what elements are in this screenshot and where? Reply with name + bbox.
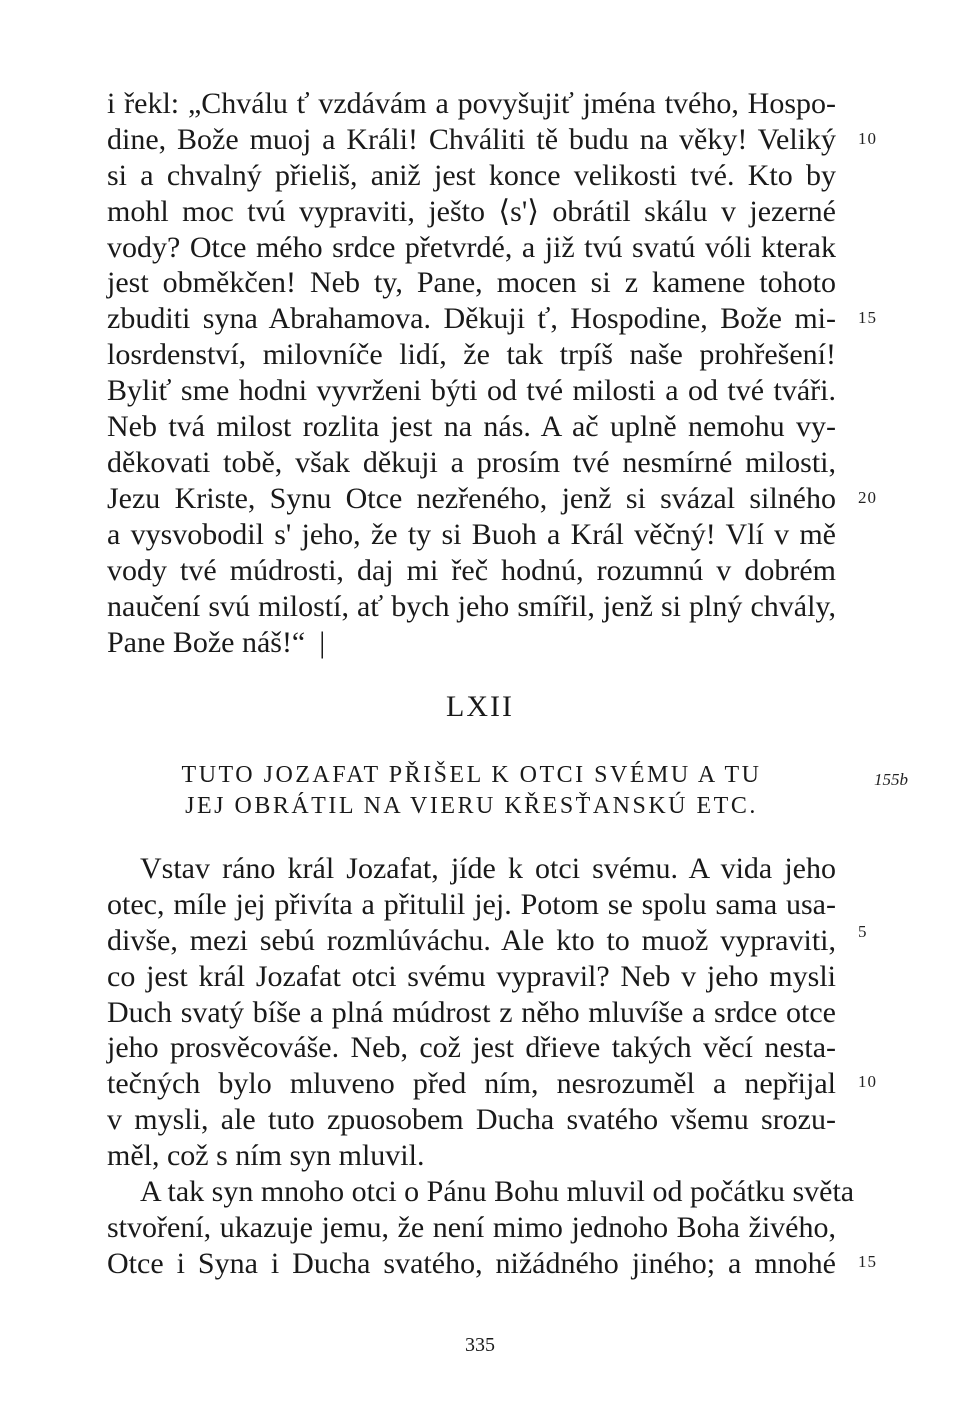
chapter-heading-line: TUTO JOZAFAT PŘIŠEL K OTCI SVÉMU A TU	[181, 762, 762, 788]
line-number: 20	[858, 488, 877, 507]
text-line: divše, mezi sebú rozmlúváchu. Ale kto to muož vypraviti,	[107, 924, 836, 957]
line-number: 5	[858, 922, 868, 941]
text-line: losrdenství, milovníče lidí, že tak trpíš naše prohřešení!	[107, 338, 836, 371]
text-line: si a chvalný přieliš, aniž jest konce velikosti tvé. Kto by	[107, 159, 836, 192]
line-number: 15	[858, 308, 877, 327]
text-line: dine, Bože muoj a Králi! Chváliti tě budu na věky! Veliký	[107, 123, 836, 156]
text-line: co jest král Jozafat otci svému vypravil? Neb v jeho mysli	[107, 960, 836, 993]
text-line: Jezu Kriste, Synu Otce nezřeného, jenž si svázal silného	[107, 482, 836, 515]
page-number: 335	[465, 1334, 495, 1356]
text-line: mohl moc tvú vypraviti, ješto ⟨s'⟩ obrátil skálu v jezerné	[107, 195, 836, 228]
text-line: Pane Bože náš!“	[107, 626, 306, 659]
text-line: Neb tvá milost rozlita jest na nás. A ač uplně nemohu vy-	[107, 410, 836, 443]
text-line: Otce i Syna i Ducha svatého, nižádného jiného; a mnohé	[107, 1247, 836, 1280]
text-line: jest obměkčen! Neb ty, Pane, mocen si z kamene tohoto	[107, 266, 836, 299]
text-line: otec, míle jej přivíta a přitulil jej. Potom se spolu sama usa-	[107, 888, 836, 921]
text-line: Byliť sme hodni vyvrženi býti od tvé milosti a od tvé tváři.	[107, 374, 836, 407]
text-line: jeho prosvěcováše. Neb, což jest dřieve takých věcí nesta-	[107, 1031, 836, 1064]
line-number: 15	[858, 1252, 877, 1271]
text-line: Vstav ráno král Jozafat, jíde k otci svému. A vida jeho	[140, 852, 836, 885]
text-line: tečných bylo mluveno před ním, nesrozuměl a nepřijal	[107, 1067, 836, 1100]
text-line-last	[107, 625, 836, 661]
text-line: naučení svú milostí, ať bych jeho smířil, jenž si plný chvály,	[107, 590, 836, 623]
text-line: a vysvobodil s' jeho, že ty si Buoh a Král věčný! Vlí v mě	[107, 518, 836, 551]
text-line: A tak syn mnoho otci o Pánu Bohu mluvil od počátku světa	[140, 1175, 855, 1208]
text-line: vody tvé múdrosti, daj mi řeč hodnú, rozumnú v dobrém	[107, 554, 836, 587]
chapter-heading-line: JEJ OBRÁTIL NA VIERU KŘESŤANSKÚ ETC.	[185, 793, 758, 819]
text-line: Duch svatý bíše a plná múdrost z něho mluvíše a srdce otce	[107, 996, 836, 1029]
chapter-number: LXII	[446, 690, 514, 723]
text-line: děkovati tobě, však děkuji a prosím tvé nesmírné milosti,	[107, 446, 836, 479]
line-number: 10	[858, 129, 877, 148]
text-line: stvoření, ukazuje jemu, že není mimo jednoho Boha živého,	[107, 1211, 836, 1244]
section-break-mark: |	[319, 626, 326, 659]
text-line: vody? Otce mého srdce přetvrdé, a již tvú svatú vóli kterak	[107, 231, 836, 264]
text-line: měl, což s ním syn mluvil.	[107, 1139, 425, 1172]
text-line: zbuditi syna Abrahamova. Děkuji ť, Hospodine, Bože mi-	[107, 302, 836, 335]
text-line: i řekl: „Chválu ť vzdávám a povyšujiť jména tvého, Hospo-	[107, 87, 836, 120]
line-number: 10	[858, 1072, 877, 1091]
margin-folio-reference: 155b	[874, 770, 908, 789]
text-line: v mysli, ale tuto zpuosobem Ducha svatého všemu srozu-	[107, 1103, 836, 1136]
